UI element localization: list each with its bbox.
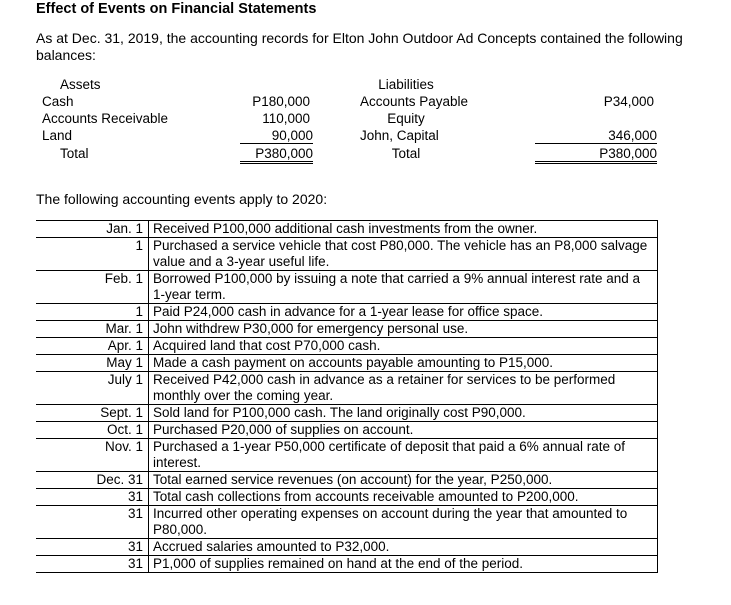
liability-value: P34,000 [603, 94, 654, 109]
table-row [36, 321, 658, 338]
equity-header: Equity [387, 111, 425, 126]
assets-total: P380,000 [240, 146, 313, 164]
asset-label: Cash [42, 94, 74, 109]
table-row [36, 405, 658, 422]
event-date: Dec. 31 [36, 472, 149, 489]
table-row [36, 238, 658, 271]
event-description: Acquired land that cost P70,000 cash. [149, 338, 658, 355]
event-date: 31 [36, 506, 149, 539]
intro-paragraph: As at Dec. 31, 2019, the accounting records for Elton John Outdoor Ad Concepts contained the following balances: [36, 30, 683, 63]
assets-header: Assets [60, 77, 101, 92]
event-date: May 1 [36, 355, 149, 372]
event-description: Total earned service revenues (on account) for the year, P250,000. [149, 472, 658, 489]
event-date: 31 [36, 489, 149, 506]
event-date: Oct. 1 [36, 422, 149, 439]
event-date: Feb. 1 [36, 271, 149, 304]
event-date: Mar. 1 [36, 321, 149, 338]
table-row [36, 472, 658, 489]
event-description: Received P100,000 additional cash investments from the owner. [149, 221, 658, 238]
asset-label: Accounts Receivable [42, 111, 169, 126]
event-description: Purchased a 1-year P50,000 certificate of deposit that paid a 6% annual rate of interest. [149, 439, 658, 472]
assets-total-label: Total [60, 146, 89, 161]
event-date: 1 [36, 304, 149, 321]
event-date: July 1 [36, 372, 149, 405]
event-description: Total cash collections from accounts receivable amounted to P200,000. [149, 489, 658, 506]
event-description: Incurred other operating expenses on account during the year that amounted to P80,000. [149, 506, 658, 539]
liab-total-label: Total [391, 146, 421, 161]
asset-value: 90,000 [240, 128, 313, 144]
asset-value: P180,000 [252, 94, 310, 109]
table-row [36, 489, 658, 506]
table-row [36, 355, 658, 372]
event-description: Purchased a service vehicle that cost P80,000. The vehicle has an P8,000 salvage value and a 3-year useful life. [149, 238, 658, 271]
table-row [36, 556, 658, 573]
event-description: Made a cash payment on accounts payable amounting to P15,000. [149, 355, 658, 372]
event-description: Accrued salaries amounted to P32,000. [149, 539, 658, 556]
event-date: Jan. 1 [36, 221, 149, 238]
event-date: Nov. 1 [36, 439, 149, 472]
table-row [36, 221, 658, 238]
event-description: P1,000 of supplies remained on hand at the end of the period. [149, 556, 658, 573]
event-date: 1 [36, 238, 149, 271]
table-row [36, 539, 658, 556]
capital-label: John, Capital [360, 128, 439, 143]
events-table [36, 220, 658, 573]
asset-value: 110,000 [262, 111, 310, 126]
events-intro: The following accounting events apply to 2020: [36, 191, 328, 207]
liabilities-header: Liabilities [378, 77, 434, 92]
table-row [36, 271, 658, 304]
event-description: John withdrew P30,000 for emergency personal use. [149, 321, 658, 338]
event-date: 31 [36, 539, 149, 556]
page-title: Effect of Events on Financial Statements [36, 1, 317, 17]
event-date: Sept. 1 [36, 405, 149, 422]
asset-label: Land [42, 128, 73, 143]
event-description: Sold land for P100,000 cash. The land originally cost P90,000. [149, 405, 658, 422]
event-description: Borrowed P100,000 by issuing a note that carried a 9% annual interest rate and a 1-year term. [149, 271, 658, 304]
capital-value: 346,000 [535, 128, 657, 144]
table-row [36, 304, 658, 321]
table-row [36, 422, 658, 439]
table-row [36, 506, 658, 539]
event-date: 31 [36, 556, 149, 573]
event-date: Apr. 1 [36, 338, 149, 355]
event-description: Received P42,000 cash in advance as a retainer for services to be performed monthly over the coming year. [149, 372, 658, 405]
liab-total: P380,000 [535, 146, 657, 164]
table-row [36, 372, 658, 405]
event-description: Paid P24,000 cash in advance for a 1-year lease for office space. [149, 304, 658, 321]
table-row [36, 439, 658, 472]
event-description: Purchased P20,000 of supplies on account. [149, 422, 658, 439]
table-row [36, 338, 658, 355]
liability-label: Accounts Payable [360, 94, 469, 109]
